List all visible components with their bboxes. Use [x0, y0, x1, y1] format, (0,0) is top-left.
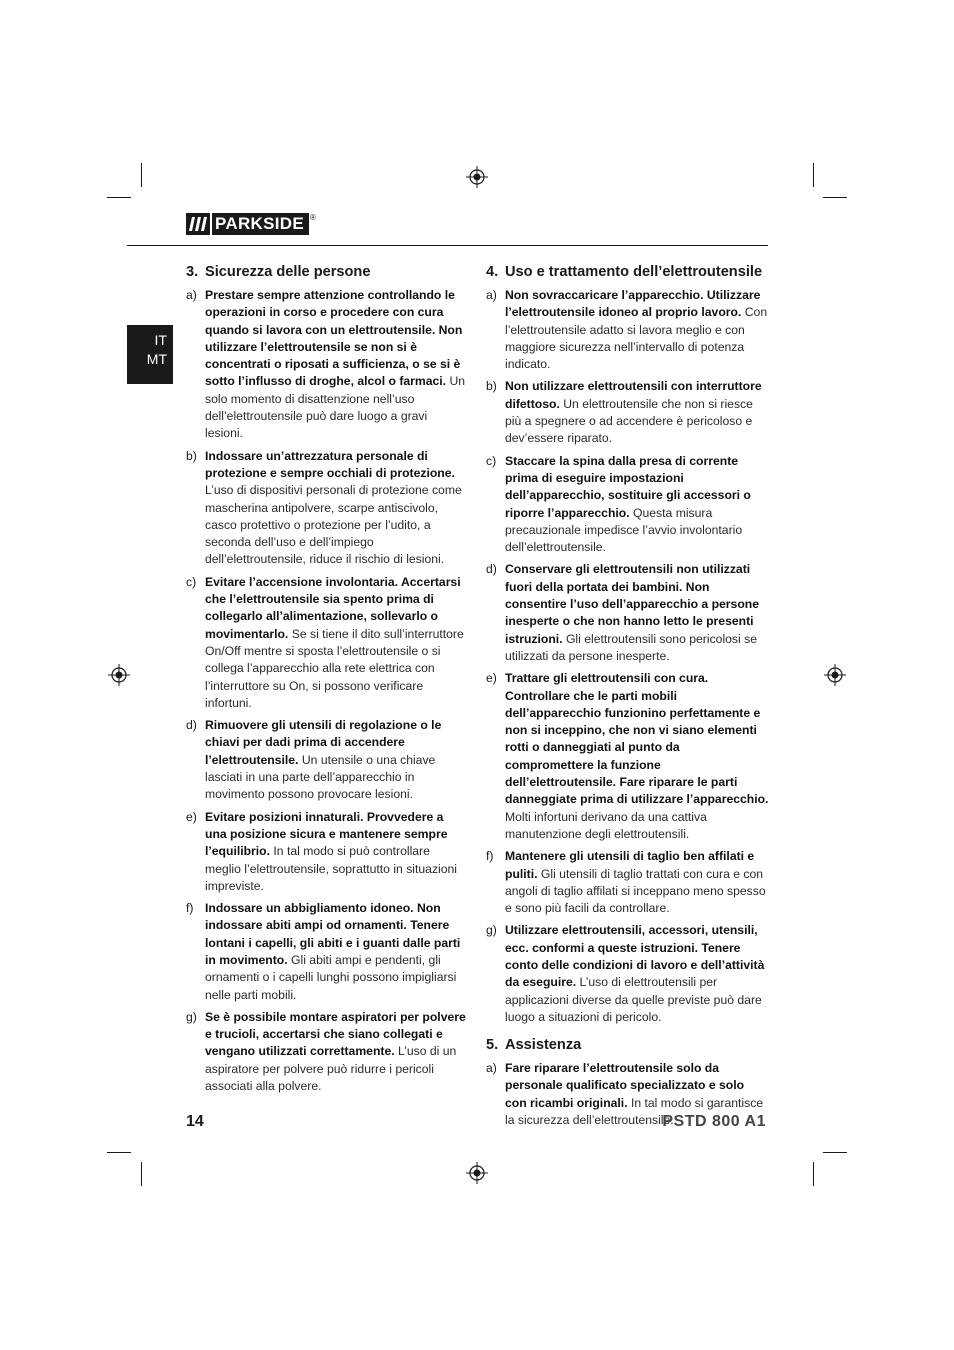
parkside-logo [186, 213, 316, 235]
item-warning: Evitare posizioni innaturali. Provvedere a una posizione sicura e mantenere sempre l’equilibrio. [205, 809, 448, 859]
item-letter: e) [486, 671, 497, 686]
list-item [486, 848, 769, 917]
item-warning: Evitare l’accensione involontaria. Accertarsi che l’elettroutensile sia spento prima di collegarlo all’alimentazione, sollevarlo o movimentarlo. [205, 574, 461, 641]
right-column [486, 263, 769, 1134]
section-heading [486, 263, 769, 282]
list-item [186, 574, 468, 712]
item-explanation: Se si tiene il dito sull’interruttore On/Off mentre si sposta l’elettroutensile o si collega l’apparecchio alla rete elettrica con l’interruttore su On, si possono verificare infortuni. [205, 626, 464, 710]
item-warning: Rimuovere gli utensili di regolazione o le chiavi per dadi prima di accendere l’elettroutensile. [205, 718, 442, 767]
item-explanation: L’uso di elettroutensili per applicazioni diverse da quelle previste può dare luogo a situazioni di pericolo. [505, 975, 762, 1024]
list-item [186, 1009, 468, 1095]
item-letter: c) [486, 453, 497, 468]
item-explanation: Un elettroutensile che non si riesce più a spegnere o ad accendere è pericoloso e dev’essere riparato. [505, 396, 753, 446]
item-letter: e) [186, 809, 197, 824]
item-explanation: Gli utensili di taglio trattati con cura e con angoli di taglio affilati si inceppano meno spesso e sono più facili da controllare. [505, 866, 766, 916]
model-number: PSTD 800 A1 [662, 1113, 766, 1130]
crop-mark [141, 1162, 142, 1186]
item-explanation: Un utensile o una chiave lasciati in una parte dell’apparecchio in movimento possono provocare lesioni. [205, 752, 436, 802]
list-item [486, 922, 769, 1026]
list-item [486, 378, 769, 447]
page-number: 14 [186, 1113, 204, 1130]
language-tab [127, 325, 173, 384]
section-heading [186, 263, 468, 282]
item-warning: Non sovraccaricare l’apparecchio. Utilizzare l’elettroutensile idoneo al proprio lavoro. [505, 288, 761, 320]
left-column [186, 263, 468, 1100]
item-explanation: In tal modo si può controllare meglio l’elettroutensile, soprattutto in situazioni impreviste. [205, 844, 458, 893]
item-warning: Mantenere gli utensili di taglio ben affilati e puliti. [505, 849, 755, 881]
item-letter: a) [486, 288, 497, 302]
section-heading [486, 1036, 769, 1055]
section-title: Sicurezza delle persone [205, 264, 371, 280]
crop-mark [107, 197, 131, 198]
item-letter: a) [486, 1061, 497, 1076]
language-code: IT [154, 332, 167, 348]
item-letter: d) [486, 562, 497, 577]
item-letter: f) [486, 849, 494, 864]
item-warning: Utilizzare elettroutensili, accessori, utensili, ecc. conformi a queste istruzioni. Tenere conto delle condizioni di lavoro e dell’attività da eseguire. [505, 923, 765, 990]
header-rule [127, 245, 768, 246]
item-explanation: Con l’elettroutensile adatto si lavora meglio e con maggiore sicurezza nell’intervallo di potenza indicato. [505, 305, 768, 372]
item-letter: c) [186, 574, 197, 589]
item-warning: Conservare gli elettroutensili non utilizzati fuori della portata dei bambini. Non consentire l’uso dell’apparecchio a persone inesperte o che non hanno letto le presenti istruzioni. [505, 562, 759, 646]
item-warning: Prestare sempre attenzione controllando le operazioni in corso e procedere con cura quando si lavora con un elettroutensile. Non utilizzare l’elettroutensile se non si è concentrati o riposati a sufficienza, o se si è sotto l’influsso di droghe, alcol o farmaci. [205, 288, 463, 389]
list-item [186, 809, 468, 895]
item-warning: Indossare un abbigliamento idoneo. Non indossare abiti ampi od ornamenti. Tenere lontani i capelli, gli abiti e i guanti dalle parti in movimento. [205, 901, 461, 967]
item-warning: Staccare la spina dalla presa di corrente prima di eseguire impostazioni dell’apparecchio, sostituire gli accessori o riporre l’apparecchio. [505, 453, 751, 520]
section-number: 3. [186, 264, 199, 280]
item-explanation: Questa misura precauzionale impedisce l’avvio involontario dell’elettroutensile. [505, 505, 743, 555]
item-explanation: In tal modo si garantisce la sicurezza dell’elettroutensile. [505, 1095, 764, 1128]
item-letter: f) [186, 901, 194, 916]
crop-mark [141, 163, 142, 187]
language-code: MT [146, 351, 167, 367]
item-warning: Indossare un’attrezzatura personale di protezione e sempre occhiali di protezione. [205, 448, 455, 480]
item-explanation: Gli abiti ampi e pendenti, gli ornamenti o i capelli lunghi possono impigliarsi nelle parti mobili. [205, 952, 457, 1002]
item-letter: b) [186, 448, 197, 463]
registration-mark-icon [824, 664, 846, 686]
section-number: 4. [486, 264, 499, 280]
list-item [486, 287, 769, 373]
item-warning: Non utilizzare elettroutensili con interruttore difettoso. [505, 379, 762, 411]
list-item [486, 561, 769, 665]
item-warning: Trattare gli elettroutensili con cura. Controllare che le parti mobili dell’apparecchio funzionino perfettamente e non si inceppino, che non vi siano elementi rotti o danneggiati al punto da compromettere la funzione dell’elettroutensile. Fare riparare le parti danneggiate prima di utilizzare l’apparecchio. [505, 671, 769, 807]
brand-name: PARKSIDE [210, 213, 309, 235]
crop-mark [107, 1152, 131, 1153]
crop-mark [813, 163, 814, 187]
item-letter: g) [186, 1009, 197, 1024]
section-number: 5. [486, 1037, 499, 1054]
item-warning: Fare riparare l’elettroutensile solo da personale qualificato specializzato e solo con ricambi originali. [505, 1061, 745, 1110]
crop-mark [823, 197, 847, 198]
item-letter: a) [186, 288, 197, 302]
item-letter: g) [486, 923, 497, 938]
slash-bars-icon [186, 213, 210, 235]
item-explanation: Un solo momento di disattenzione nell’uso dell’elettroutensile può dare luogo a gravi lesioni. [205, 374, 466, 441]
section-title: Uso e trattamento dell’elettroutensile [505, 264, 763, 280]
list-item [186, 287, 468, 443]
list-item [186, 900, 468, 1004]
crop-mark [813, 1162, 814, 1186]
list-item [486, 670, 769, 843]
list-item [186, 448, 468, 569]
registration-mark-icon [108, 664, 130, 686]
item-letter: b) [486, 379, 497, 394]
section-title: Assistenza [505, 1037, 582, 1054]
item-explanation: L’uso di dispositivi personali di protezione come mascherina antipolvere, scarpe antiscivolo, casco protettivo o protezione per l’udito, a seconda dell’uso e dell’impiego dell’elettroutensile, riduce il rischio di lesioni. [205, 483, 462, 567]
registered-mark: ® [310, 213, 316, 222]
item-explanation: L’uso di un aspiratore per polvere può ridurre i pericoli associati alla polvere. [205, 1044, 457, 1094]
item-letter: d) [186, 718, 197, 733]
registration-mark-icon [466, 166, 488, 188]
item-explanation: Gli elettroutensili sono pericolosi se utilizzati da persone inesperte. [505, 631, 757, 663]
list-item [186, 717, 468, 803]
item-explanation: Molti infortuni derivano da una cattiva manutenzione degli elettroutensili. [505, 809, 707, 841]
crop-mark [823, 1152, 847, 1153]
item-warning: Se è possibile montare aspiratori per polvere e trucioli, accertarsi che siano collegati e vengano utilizzati correttamente. [205, 1009, 466, 1059]
registration-mark-icon [466, 1162, 488, 1184]
list-item [486, 453, 769, 557]
